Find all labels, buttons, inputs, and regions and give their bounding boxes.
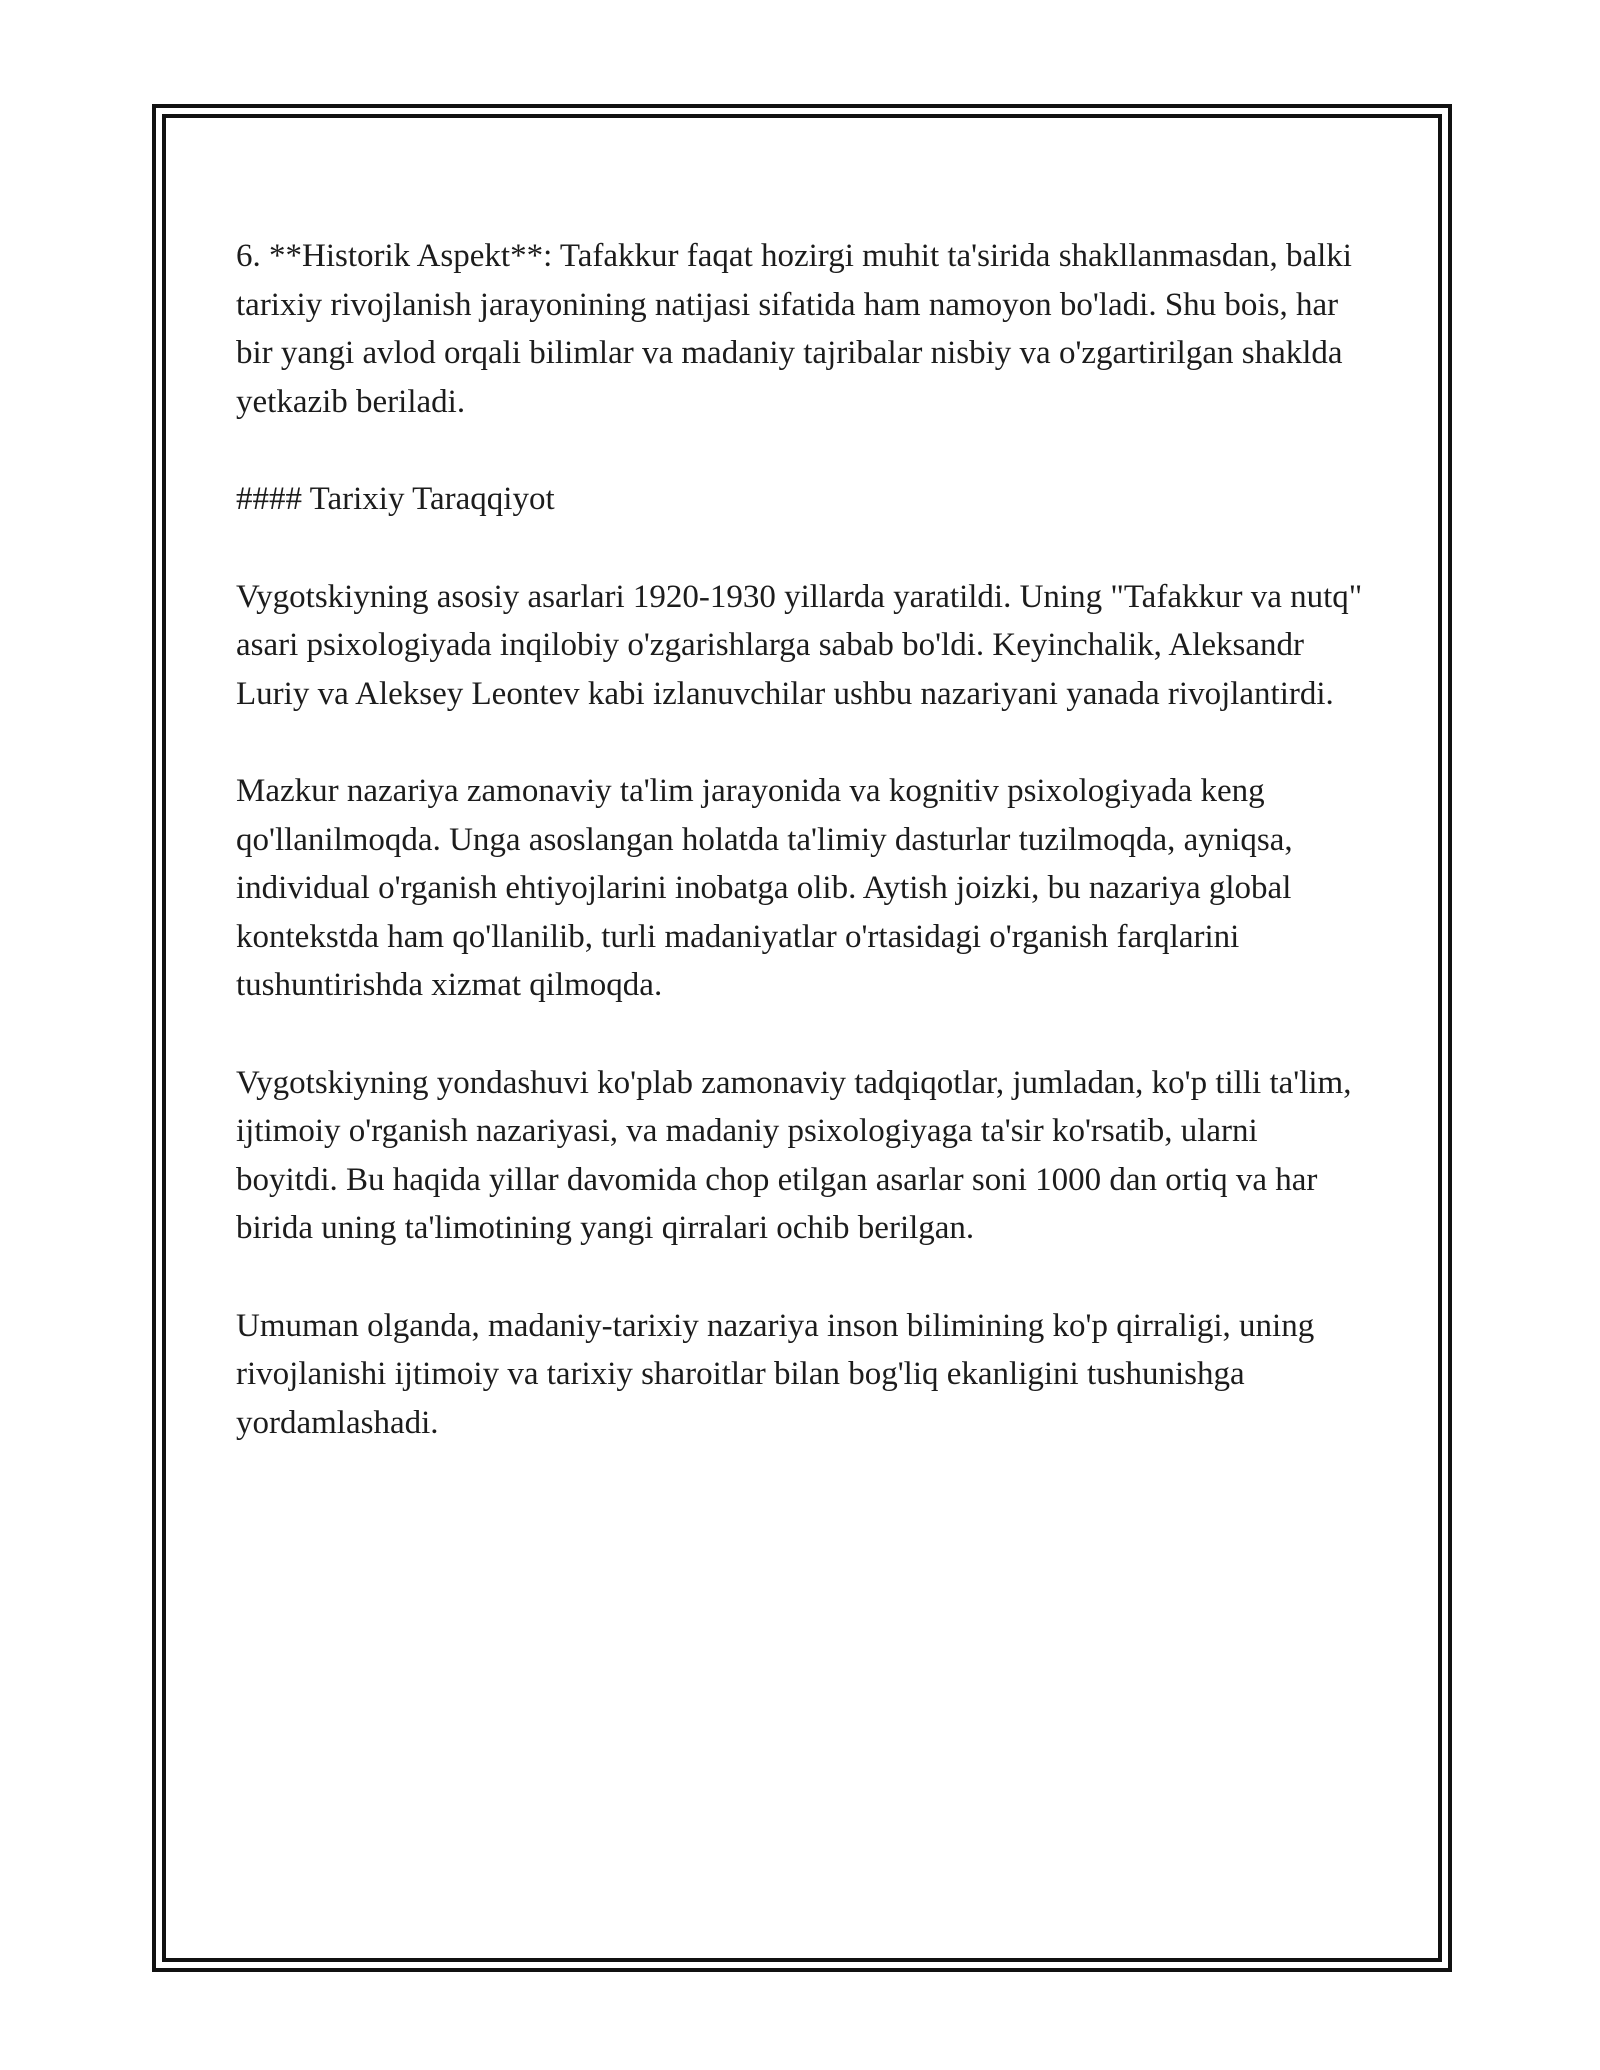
paragraph-research-influence: Vygotskiyning yondashuvi ko'plab zamonaviy tadqiqotlar, jumladan, ko'p tilli ta'lim, ijtimoiy o'rganish nazariyasi, va madaniy psixologiyaga ta'sir ko'rsatib, ularni boyitdi. Bu haqida yillar davomida chop etilgan asarlar soni 1000 dan ortiq va har birida uning ta'limotining yangi qirralari ochib berilgan. [236, 1064, 1352, 1246]
paragraph-historik-aspekt: 6. **Historik Aspekt**: Tafakkur faqat hozirgi muhit ta'sirida shakllanmasdan, balki tarixiy rivojlanish jarayonining natijasi sifatida ham namoyon bo'ladi. Shu bois, har bir yangi avlod orqali bilimlar va madaniy tajribalar nisbiy va o'zgartirilgan shaklda yetkazib beriladi. [236, 238, 1352, 420]
paragraph-modern-application: Mazkur nazariya zamonaviy ta'lim jarayonida va kognitiv psixologiyada keng qo'llanilmoqda. Unga asoslangan holatda ta'limiy dasturlar tuzilmoqda, ayniqsa, individual o'rganish ehtiyojlarini inobatga olib. Aytish joizki, bu nazariya global kontekstda ham qo'llanilib, turli madaniyatlar o'rtasidagi o'rganish farqlarini tushuntirishda xizmat qilmoqda. [236, 773, 1293, 1003]
paragraph-conclusion: Umuman olganda, madaniy-tarixiy nazariya inson bilimining ko'p qirraligi, uning rivojlanishi ijtimoiy va tarixiy sharoitlar bilan bog'liq ekanligini tushunishga yordamlashadi. [236, 1307, 1315, 1441]
paragraph-vygotskiy-works: Vygotskiyning asosiy asarlari 1920-1930 yillarda yaratildi. Uning "Tafakkur va nutq" asari psixologiyada inqilobiy o'zgarishlarga sabab bo'ldi. Keyinchalik, Aleksandr Luriy va Aleksey Leontev kabi izlanuvchilar ushbu nazariyani yanada rivojlantirdi. [236, 578, 1363, 712]
document-body [236, 232, 1366, 1496]
section-heading-tarixiy-taraqqiyot: #### Tarixiy Taraqqiyot [236, 481, 555, 517]
